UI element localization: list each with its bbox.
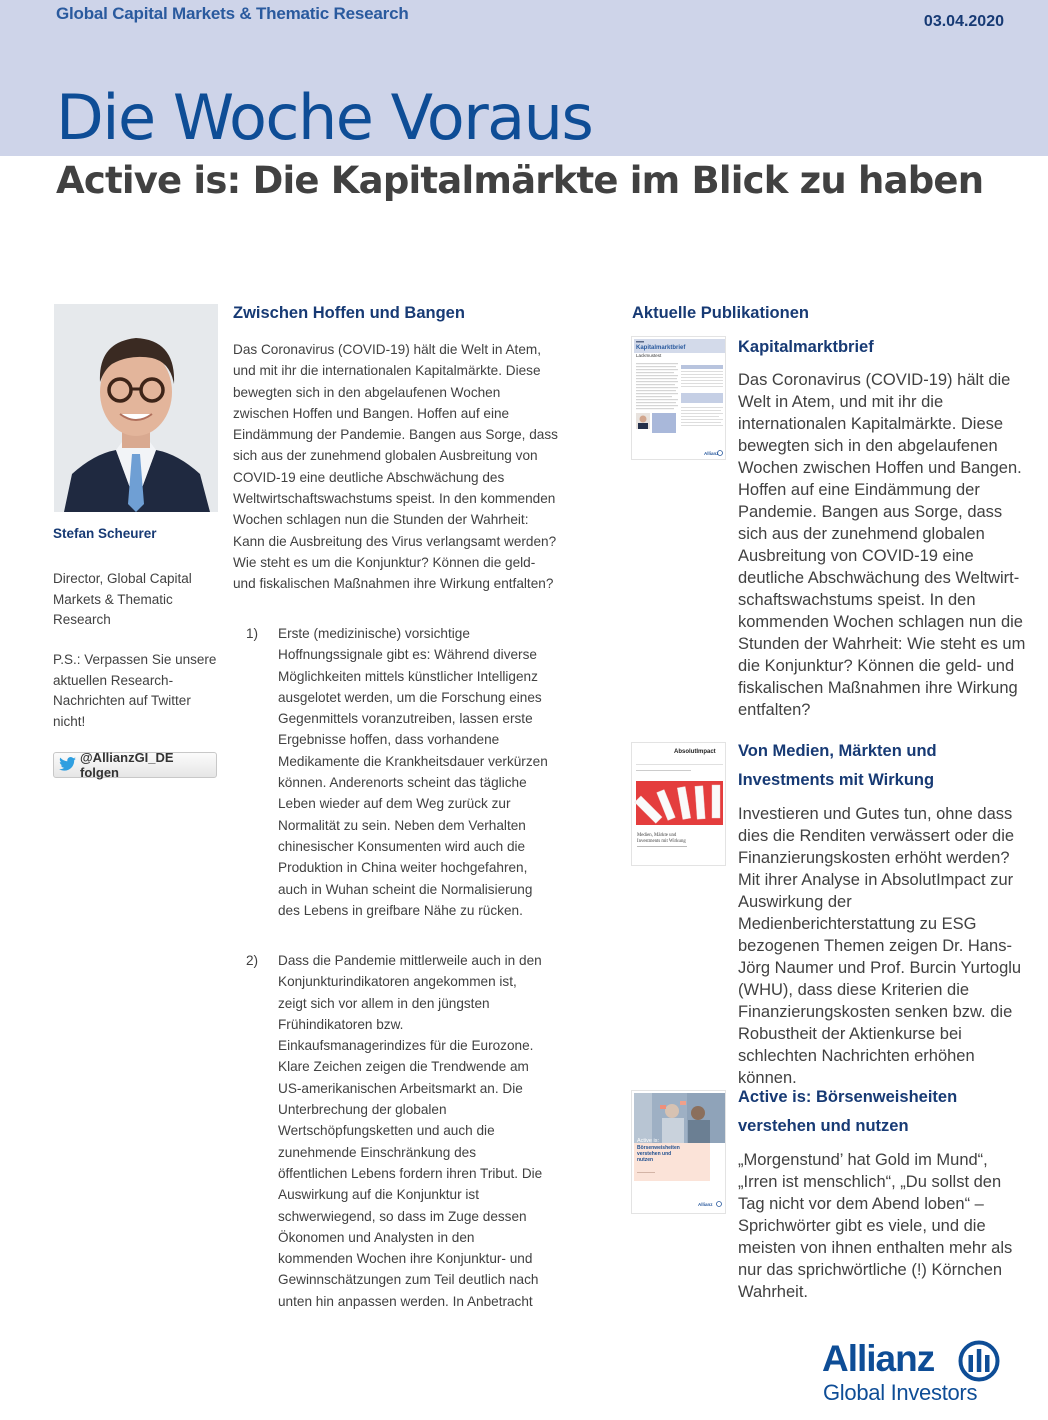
thumb-brand: AbsolutImpact (674, 749, 716, 755)
point-number: 2) (246, 953, 259, 968)
svg-text:nutzen: nutzen (637, 1157, 654, 1163)
author-name: Stefan Scheurer (53, 526, 157, 541)
svg-text:Allianz: Allianz (704, 451, 719, 456)
article-heading: Zwischen Hoffen und Bangen (233, 304, 465, 322)
point-text: Erste (medizinische) vorsichtige Hoffnungssignale gibt es: Während diverse Möglichkeiten mittels künstlicher Intelligenz ausgelotet werden, um die Forschung eines Gegenmittels voranzutreiben, lassen erste Ergebnisse hoffen, dass vorhandene Medikamente die Krankheitsdauer verkürzen können. Anderenorts scheint das tägliche Leben wieder auf dem Weg zurück zur Normalität zu sein. Neben dem Verhalten chinesischer Konsumenten wird auch die Produktion in China weiter hochgefahren, auch in Wuhan scheint die Normalisierung des Lebens in greifbare Nähe zu rücken. (278, 626, 548, 918)
article-point-2 (233, 950, 558, 1312)
twitter-follow-button[interactable] (53, 752, 217, 778)
author-photo (54, 304, 218, 512)
svg-text:Allianz: Allianz (698, 1202, 713, 1207)
author-role: Director, Global Capital Markets & Thematic Research (53, 571, 192, 627)
publication-title-link[interactable]: Kapitalmarktbrief (738, 338, 874, 356)
svg-text:verstehen und: verstehen und (637, 1151, 672, 1157)
twitter-follow-label: @AllianzGI_DE folgen (80, 750, 174, 780)
logo-subline: Global Investors (823, 1380, 978, 1405)
page-title: Die Woche Voraus (56, 81, 593, 154)
article-intro: Das Coronavirus (COVID-19) hält die Welt in Atem, und mit ihr die internationalen Kapitalmärkte. Diese bewegten sich in den abgelaufenen Wochen zwischen Hoffen und Bangen. Hoffen auf eine Eindämmung der Pandemie. Bangen aus Sorge, dass sich aus der zunehmend globalen Ausbreitung von COVID-19 eine deutliche Abschwächung des Weltwirtschaftswachstums speist. In den kommenden Wochen schlagen nun die Stunden der Wahrheit: Kann die Ausbreitung des Virus verlangsamt werden? Wie steht es um die Konjunktur? Können die geld- und fiskalischen Maßnahmen ihre Wirkung entfalten? (233, 342, 558, 592)
publication-thumbnail-absolutimpact[interactable] (631, 742, 726, 866)
point-number: 1) (246, 626, 259, 641)
portrait-image (54, 304, 218, 512)
thumb-title: Kapitalmarktbrief (636, 345, 686, 351)
publication-thumbnail-boersenweisheiten[interactable] (631, 1090, 726, 1214)
allianz-global-investors-logo (822, 1338, 1012, 1408)
svg-text:Investments mit Wirkung: Investments mit Wirkung (637, 839, 686, 844)
publications-heading: Aktuelle Publikationen (632, 304, 809, 322)
publication-title-link[interactable]: Von Medien, Märkten und Investments mit Wirkung (738, 742, 937, 789)
author-postscript: P.S.: Verpassen Sie unsere aktuellen Research-Nachrichten auf Twitter nicht! (53, 652, 217, 729)
publication-summary: Investieren und Gutes tun, ohne dass dies die Renditen verwässert oder die Finanzierungskosten erhöht werden? Mit ihrer Analyse in AbsolutImpact zur Auswirkung der Medienberichterstattung zu ESG bezogenen Themen zeigen Dr. Hans-Jörg Naumer und Prof. Burcin Yurtoglu (WHU), dass diese Kriterien die Finanzierungskosten senken bzw. die Robustheit der Aktienkurse bei schlechten Nachrichten erhöhen können. (738, 805, 1022, 1087)
twitter-bird-icon (59, 756, 76, 775)
page-subtitle: Active is: Die Kapitalmärkte im Blick zu haben (56, 159, 984, 202)
svg-text:Medien, Märkte und: Medien, Märkte und (637, 833, 677, 838)
logo-wordmark: Allianz (822, 1338, 935, 1379)
publication-date: 03.04.2020 (923, 13, 1004, 30)
publication-summary: „Morgenstund’ hat Gold im Mund“, „Irren ist menschlich“, „Du sollst den Tag nicht vor dem Abend loben“ – Sprichwörter gibt es viele, und die meisten von ihnen enthalten mehr als nur das sprichwörtliche (!) Körnchen Wahrheit. (738, 1151, 1013, 1301)
svg-text:Börsenweisheiten: Börsenweisheiten (637, 1145, 680, 1151)
department-label: Global Capital Markets & Thematic Research (56, 4, 409, 23)
publication-thumbnail-kapitalmarktbrief[interactable] (631, 336, 726, 460)
publication-summary: Das Coronavirus (COVID-19) hält die Welt in Atem, und mit ihr die internationalen Kapitalmärkte. Diese bewegten sich in den abgelaufenen Wochen zwischen Hoffen und Bangen. Hoffen auf eine Eindämmung der Pandemie. Bangen aus Sorge, dass sich aus der zunehmend globalen Ausbreitung von COVID-19 eine deutliche Abschwächung des Weltwirtschaftswachstums speist. In den kommenden Wochen schlagen nun die Stunden der Wahrheit: Wie steht es um die Konjunktur? Können die geld- und fiskalischen Maßnahmen ihre Wirkung entfalten? (738, 371, 1026, 719)
article-point-1 (233, 623, 558, 921)
point-text: Dass die Pandemie mittlerweile auch in den Konjunkturindikatoren angekommen ist, zeigt sich vor allem in den jüngsten Frühindikatoren bzw. Einkaufsmanagerindizes für die Eurozone. Klare Zeichen zeigen die Trendwende am US-amerikanischen Arbeitsmarkt an. Die Unterbrechung der globalen Wertschöpfungsketten und auch die zunehmende Einschränkung des öffentlichen Lebens fordern ihren Tribut. Die Auswirkung auf die Konjunktur ist schwerwiegend, so dass im Zuge dessen Ökonomen und Analysten in den kommenden Wochen ihre Konjunktur- und Gewinnschätzungen zum Teil deutlich nach unten hin anpassen werden. In Anbetracht (278, 953, 543, 1309)
thumb-subtitle: Lackmustest (636, 353, 662, 358)
publication-title-link[interactable]: Active is: Börsenweisheiten verstehen und nutzen (738, 1088, 958, 1135)
svg-text:Active is:: Active is: (637, 1138, 660, 1144)
